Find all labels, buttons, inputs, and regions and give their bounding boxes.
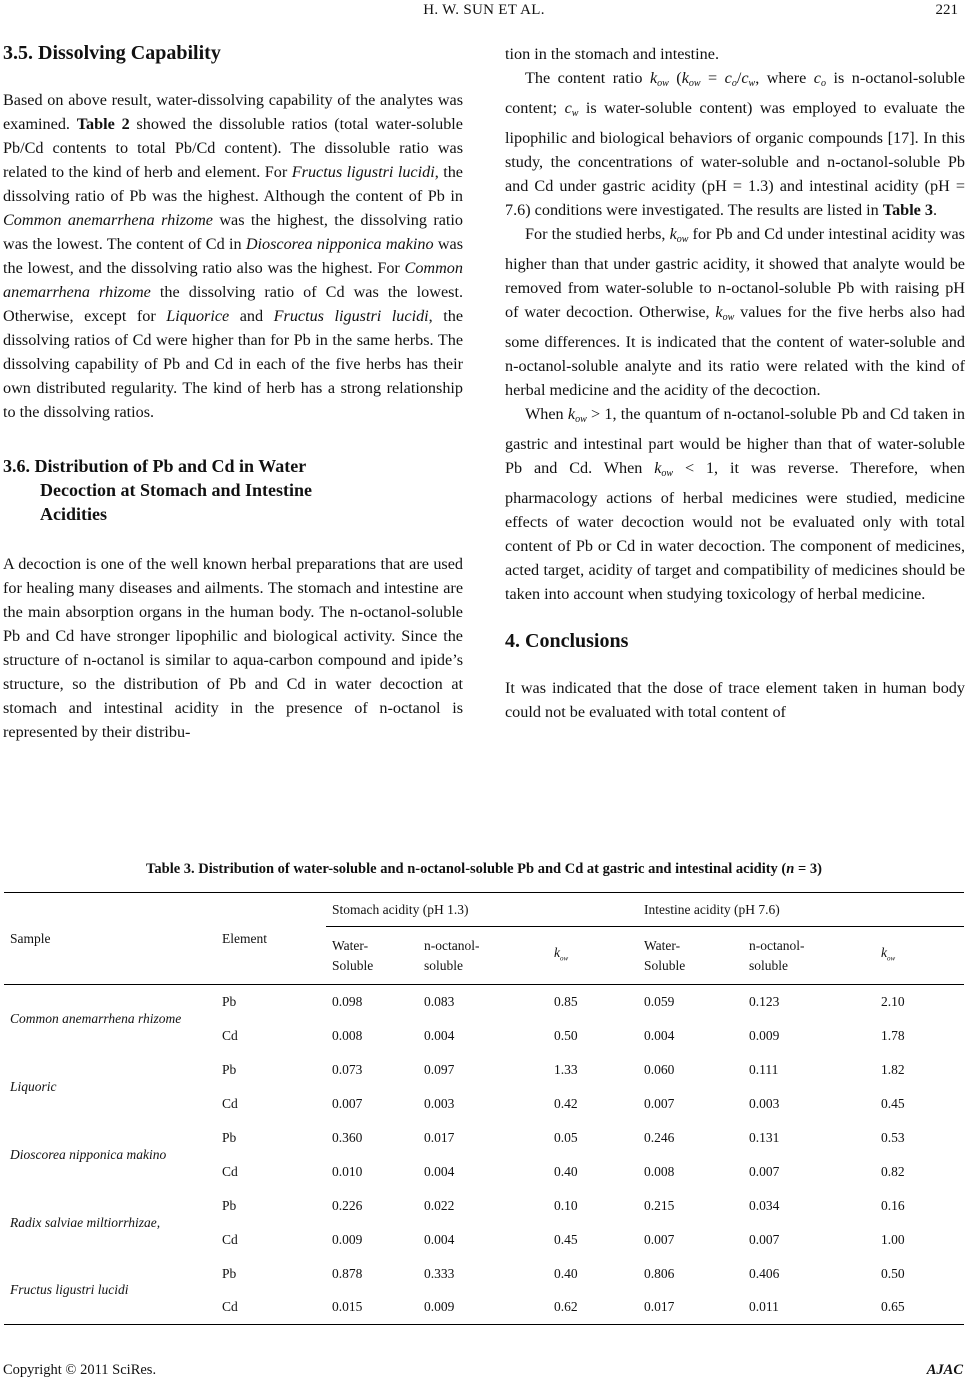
value-cell: 0.131 — [749, 1129, 780, 1145]
value-cell: 0.45 — [554, 1231, 578, 1247]
value-cell: 0.123 — [749, 993, 780, 1009]
value-cell: 0.878 — [332, 1265, 363, 1281]
value-cell: 0.003 — [749, 1095, 780, 1111]
value-cell: 0.009 — [332, 1231, 363, 1247]
value-cell: 0.007 — [749, 1231, 780, 1247]
value-cell: 0.004 — [424, 1231, 455, 1247]
header-water-soluble: Water- Soluble — [638, 927, 743, 985]
sample-name: Radix salviae miltiorrhizae, — [10, 1214, 161, 1230]
value-cell: 0.011 — [749, 1299, 779, 1315]
value-cell: 1.78 — [881, 1027, 905, 1043]
value-cell: 0.05 — [554, 1129, 578, 1145]
value-cell: 0.007 — [644, 1095, 675, 1111]
value-cell: 0.226 — [332, 1197, 363, 1213]
right-paragraph-4: When $k_{ow} > 1$, the quantum of n-octanol-soluble Pb and Cd taken in gastric and intestinal part would be higher than that of water-soluble Pb and Cd. When $k_{ow} < 1$, it was reverse. Therefore, when pharmacology actions of herbal medicines were studied, medicine effects of water decoction would not be evaluated only with total content of Pb or Cd in water decoction. The component of medicines, acted target, acidity of target and compatibility of medicines should be taken into account when studying toxicology of herbal medicine. — [505, 405, 965, 603]
section-3-5-paragraph: Based on above result, water-dissolving capability of the analytes was examined. Table 2 showed the dissoluble ratios (total water-soluble Pb/Cd contents to total Pb/Cd content). The dissoluble ratio was related to the kind of herb and element. For Fructus ligustri lucidi, the dissolving ratio of Pb was the highest. Although the content of Pb in Common anemarrhena rhizome was the highest, the dissolving ratio was the lowest. The content of Cd in Dioscorea nipponica makino was the lowest, and the dissolving ratio also was the highest. For Common anemarrhena rhizome the dissolving ratio of Cd was the lowest. Otherwise, except for Liquorice and Fructus ligustri lucidi, the dissolving ratios of Cd were higher than for Pb in the same herbs. The dissolving capability of Pb and Cd in each of the five herbs has their own distributed regularity. The kind of herb has a strong relationship to the dissolving ratios. — [3, 91, 464, 421]
value-cell: 0.53 — [881, 1129, 905, 1145]
value-cell: 0.65 — [881, 1299, 905, 1315]
value-cell: 0.097 — [424, 1061, 455, 1077]
right-paragraph-3: For the studied herbs, $k_{ow}$ for Pb and Cd under intestinal acidity was higher than that under gastric acidity, it showed that analyte would be removed from water-soluble to n-octanol-soluble Pb with raising pH of water decoction. Otherwise, $k_{ow}$ values for the five herbs also had some differences. It is indicated that the content of water-soluble and n-octanol-soluble analyte and its ratio were related with the kind of herbal medicine and the acidity of the decoction. — [505, 225, 965, 399]
element-cell: Cd — [222, 1095, 238, 1111]
header-kow: $k_{ow}$ — [548, 927, 638, 985]
element-cell: Cd — [222, 1299, 238, 1315]
value-cell: 0.007 — [332, 1095, 363, 1111]
right-paragraph-1: tion in the stomach and intestine. — [505, 45, 719, 63]
header-kow: $k_{ow}$ — [875, 927, 964, 985]
value-cell: 0.017 — [424, 1129, 455, 1145]
value-cell: 0.004 — [644, 1027, 675, 1043]
copyright: Copyright © 2011 SciRes. — [3, 1362, 157, 1378]
value-cell: 0.083 — [424, 993, 455, 1009]
value-cell: 0.40 — [554, 1265, 578, 1281]
value-cell: 0.015 — [332, 1299, 363, 1315]
right-column — [505, 42, 965, 724]
value-cell: 0.10 — [554, 1197, 578, 1213]
value-cell: 0.010 — [332, 1163, 363, 1179]
section-3-5-heading: 3.5. Dissolving Capability — [3, 42, 221, 64]
value-cell: 0.333 — [424, 1265, 455, 1281]
section-3-6-heading: 3.6. Distribution of Pb and Cd in Water Decoction at Stomach and Intestine Acidities — [3, 456, 312, 524]
header-sample: Sample — [10, 930, 51, 946]
left-column — [3, 40, 463, 744]
value-cell: 0.85 — [554, 993, 578, 1009]
value-cell: 0.009 — [749, 1027, 780, 1043]
value-cell: 0.022 — [424, 1197, 455, 1213]
value-cell: 0.009 — [424, 1299, 455, 1315]
header-n-octanol-soluble: n-octanol- soluble — [743, 927, 875, 985]
header-intestine: Intestine acidity (pH 7.6) — [644, 901, 780, 917]
value-cell: 0.073 — [332, 1061, 363, 1077]
section-3-6-paragraph: A decoction is one of the well known herbal preparations that are used for healing many diseases and ailments. The stomach and intestine are the main absorption organs in the human body. The n-octanol-soluble Pb and Cd have stronger lipophilic and biological activity. Since the structure of n-octanol is similar to aqua-carbon compound and ipide’s structure, so the distribution of Pb and Cd in water decoction at stomach and intestinal acidity in the presence of n-octanol is represented by their distribu- — [3, 555, 463, 741]
value-cell: 0.42 — [554, 1095, 578, 1111]
sample-name: Liquoric — [10, 1078, 57, 1094]
value-cell: 0.059 — [644, 993, 675, 1009]
sample-name: Fructus ligustri lucidi — [10, 1282, 129, 1298]
value-cell: 0.003 — [424, 1095, 455, 1111]
element-cell: Pb — [222, 993, 237, 1009]
page-number: 221 — [935, 2, 958, 18]
value-cell: 0.806 — [644, 1265, 675, 1281]
sample-name: Dioscorea nipponica makino — [10, 1146, 167, 1162]
value-cell: 0.007 — [644, 1231, 675, 1247]
value-cell: 0.060 — [644, 1061, 675, 1077]
value-cell: 2.10 — [881, 993, 905, 1009]
value-cell: 1.82 — [881, 1061, 905, 1077]
value-cell: 0.008 — [332, 1027, 363, 1043]
element-cell: Pb — [222, 1197, 237, 1213]
right-paragraph-2: The content ratio $k_{ow}$ ($k_{ow} = c_o/c_w$, where $c_o$ is n-octanol-soluble content; $c_w$ is water-soluble content) was employed to evaluate the lipophilic and biological behaviors of organic compounds [17]. In this study, the concentrations of water-soluble and n-octanol-soluble Pb and Cd under gastric acidity (pH = 1.3) and intestinal acidity (pH = 7.6) conditions were investigated. The results are listed in Table 3. — [505, 69, 966, 219]
section-4-heading: 4. Conclusions — [505, 630, 629, 652]
header-element: Element — [222, 930, 267, 946]
element-cell: Cd — [222, 1231, 238, 1247]
value-cell: 0.45 — [881, 1095, 905, 1111]
value-cell: 0.360 — [332, 1129, 363, 1145]
value-cell: 0.62 — [554, 1299, 578, 1315]
page-header — [0, 0, 968, 28]
value-cell: 0.50 — [554, 1027, 578, 1043]
value-cell: 0.111 — [749, 1061, 779, 1077]
value-cell: 0.008 — [644, 1163, 675, 1179]
element-cell: Pb — [222, 1265, 237, 1281]
value-cell: 1.00 — [881, 1231, 905, 1247]
section-4-paragraph: It was indicated that the dose of trace element taken in human body could not be evaluated with total content of — [505, 679, 965, 721]
value-cell: 0.406 — [749, 1265, 780, 1281]
element-cell: Cd — [222, 1027, 238, 1043]
value-cell: 0.004 — [424, 1027, 455, 1043]
element-cell: Pb — [222, 1061, 237, 1077]
value-cell: 0.50 — [881, 1265, 905, 1281]
value-cell: 0.82 — [881, 1163, 905, 1179]
value-cell: 0.098 — [332, 993, 363, 1009]
header-water-soluble: Water- Soluble — [326, 927, 418, 985]
value-cell: 0.215 — [644, 1197, 675, 1213]
value-cell: 1.33 — [554, 1061, 578, 1077]
value-cell: 0.017 — [644, 1299, 675, 1315]
header-stomach: Stomach acidity (pH 1.3) — [332, 901, 469, 917]
value-cell: 0.246 — [644, 1129, 675, 1145]
journal-abbrev: AJAC — [926, 1362, 963, 1378]
element-cell: Cd — [222, 1163, 238, 1179]
sample-name: Common anemarrhena rhizome — [10, 1010, 182, 1026]
table-3-caption: Table 3. Distribution of water-soluble and n-octanol-soluble Pb and Cd at gastric and intestinal acidity (n = 3) — [146, 861, 822, 877]
value-cell: 0.16 — [881, 1197, 905, 1213]
table-3 — [4, 892, 964, 1325]
running-head: H. W. SUN ET AL. — [423, 2, 545, 18]
value-cell: 0.40 — [554, 1163, 578, 1179]
element-cell: Pb — [222, 1129, 237, 1145]
value-cell: 0.034 — [749, 1197, 780, 1213]
value-cell: 0.007 — [749, 1163, 780, 1179]
value-cell: 0.004 — [424, 1163, 455, 1179]
header-n-octanol-soluble: n-octanol- soluble — [418, 927, 548, 985]
